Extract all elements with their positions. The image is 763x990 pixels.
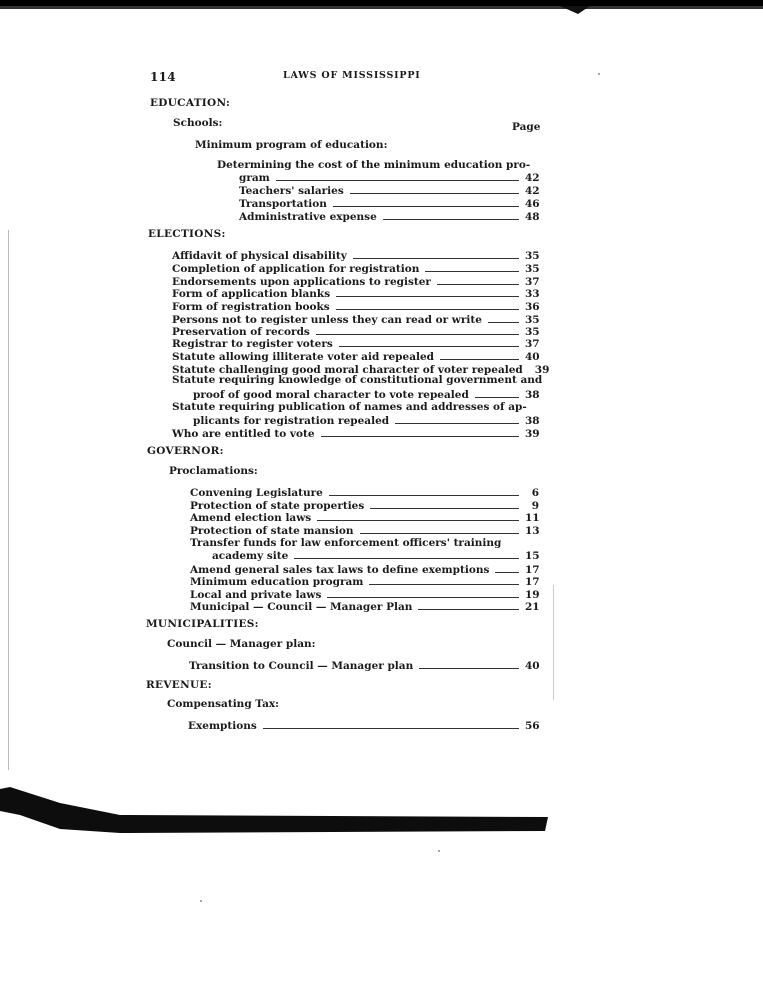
list-item: proof of good moral character to vote repealed 38: [193, 389, 540, 401]
page-column-label: Page: [512, 121, 541, 133]
list-item: Form of registration books 36: [172, 301, 540, 313]
list-item: Amend general sales tax laws to define exemptions 17: [190, 564, 540, 576]
revenue-heading: REVENUE:: [146, 679, 212, 691]
list-item: Affidavit of physical disability 35: [172, 250, 540, 262]
proclamations-label: Proclamations:: [169, 465, 258, 477]
governor-heading: GOVERNOR:: [147, 445, 224, 457]
list-item: Convening Legislature 6: [190, 487, 539, 499]
scan-speck: [598, 73, 600, 75]
list-item: Endorsements upon applications to register 37: [172, 276, 540, 288]
list-item: plicants for registration repealed 38: [193, 415, 540, 427]
publication-line-1: Statute requiring publication of names and addresses of ap-: [172, 401, 527, 413]
list-item: gram 42: [239, 172, 540, 184]
schools-label: Schools:: [173, 117, 223, 129]
list-item: Persons not to register unless they can read or write 35: [172, 314, 540, 326]
elections-heading: ELECTIONS:: [148, 228, 226, 240]
list-item: Teachers' salaries 42: [239, 185, 540, 197]
list-item: Form of application blanks 33: [172, 288, 540, 300]
list-item: Transportation 46: [239, 198, 540, 210]
list-item: academy site 15: [212, 550, 540, 562]
left-margin-shadow: [8, 230, 9, 770]
education-heading: EDUCATION:: [150, 97, 231, 109]
transfer-funds-line-1: Transfer funds for law enforcement officers' training: [190, 537, 502, 549]
right-margin-line: [553, 585, 554, 700]
list-item: Amend election laws 11: [190, 512, 540, 524]
list-item: Registrar to register voters 37: [172, 338, 540, 350]
council-manager-label: Council — Manager plan:: [167, 638, 316, 650]
list-item: Protection of state properties 9: [190, 500, 539, 512]
scan-speck: [438, 850, 440, 852]
municipalities-heading: MUNICIPALITIES:: [146, 618, 259, 630]
list-item: Exemptions 56: [188, 720, 540, 732]
list-item: Transition to Council — Manager plan 40: [189, 660, 540, 672]
minimum-program-label: Minimum program of education:: [195, 139, 388, 151]
list-item: Who are entitled to vote 39: [172, 428, 540, 440]
compensating-tax-label: Compensating Tax:: [167, 698, 280, 710]
page-number: 114: [150, 70, 176, 84]
knowledge-line-1: Statute requiring knowledge of constitutional government and: [172, 374, 543, 386]
list-item: Administrative expense 48: [239, 211, 540, 223]
scan-top-border: [0, 0, 763, 16]
determining-cost-label: Determining the cost of the minimum education pro-: [217, 159, 531, 171]
list-item: Municipal — Council — Manager Plan 21: [190, 601, 540, 613]
list-item: Protection of state mansion 13: [190, 525, 540, 537]
scan-bottom-bar: [0, 785, 548, 835]
list-item: Completion of application for registration 35: [172, 263, 540, 275]
list-item: Statute allowing illiterate voter aid repealed 40: [172, 351, 540, 363]
running-title: LAWS OF MISSISSIPPI: [283, 70, 421, 81]
list-item: Local and private laws 19: [190, 589, 540, 601]
scan-speck: [200, 900, 202, 902]
list-item: Statute challenging good moral character of voter repealed 39: [172, 364, 550, 376]
list-item: Minimum education program 17: [190, 576, 540, 588]
list-item: Preservation of records 35: [172, 326, 540, 338]
